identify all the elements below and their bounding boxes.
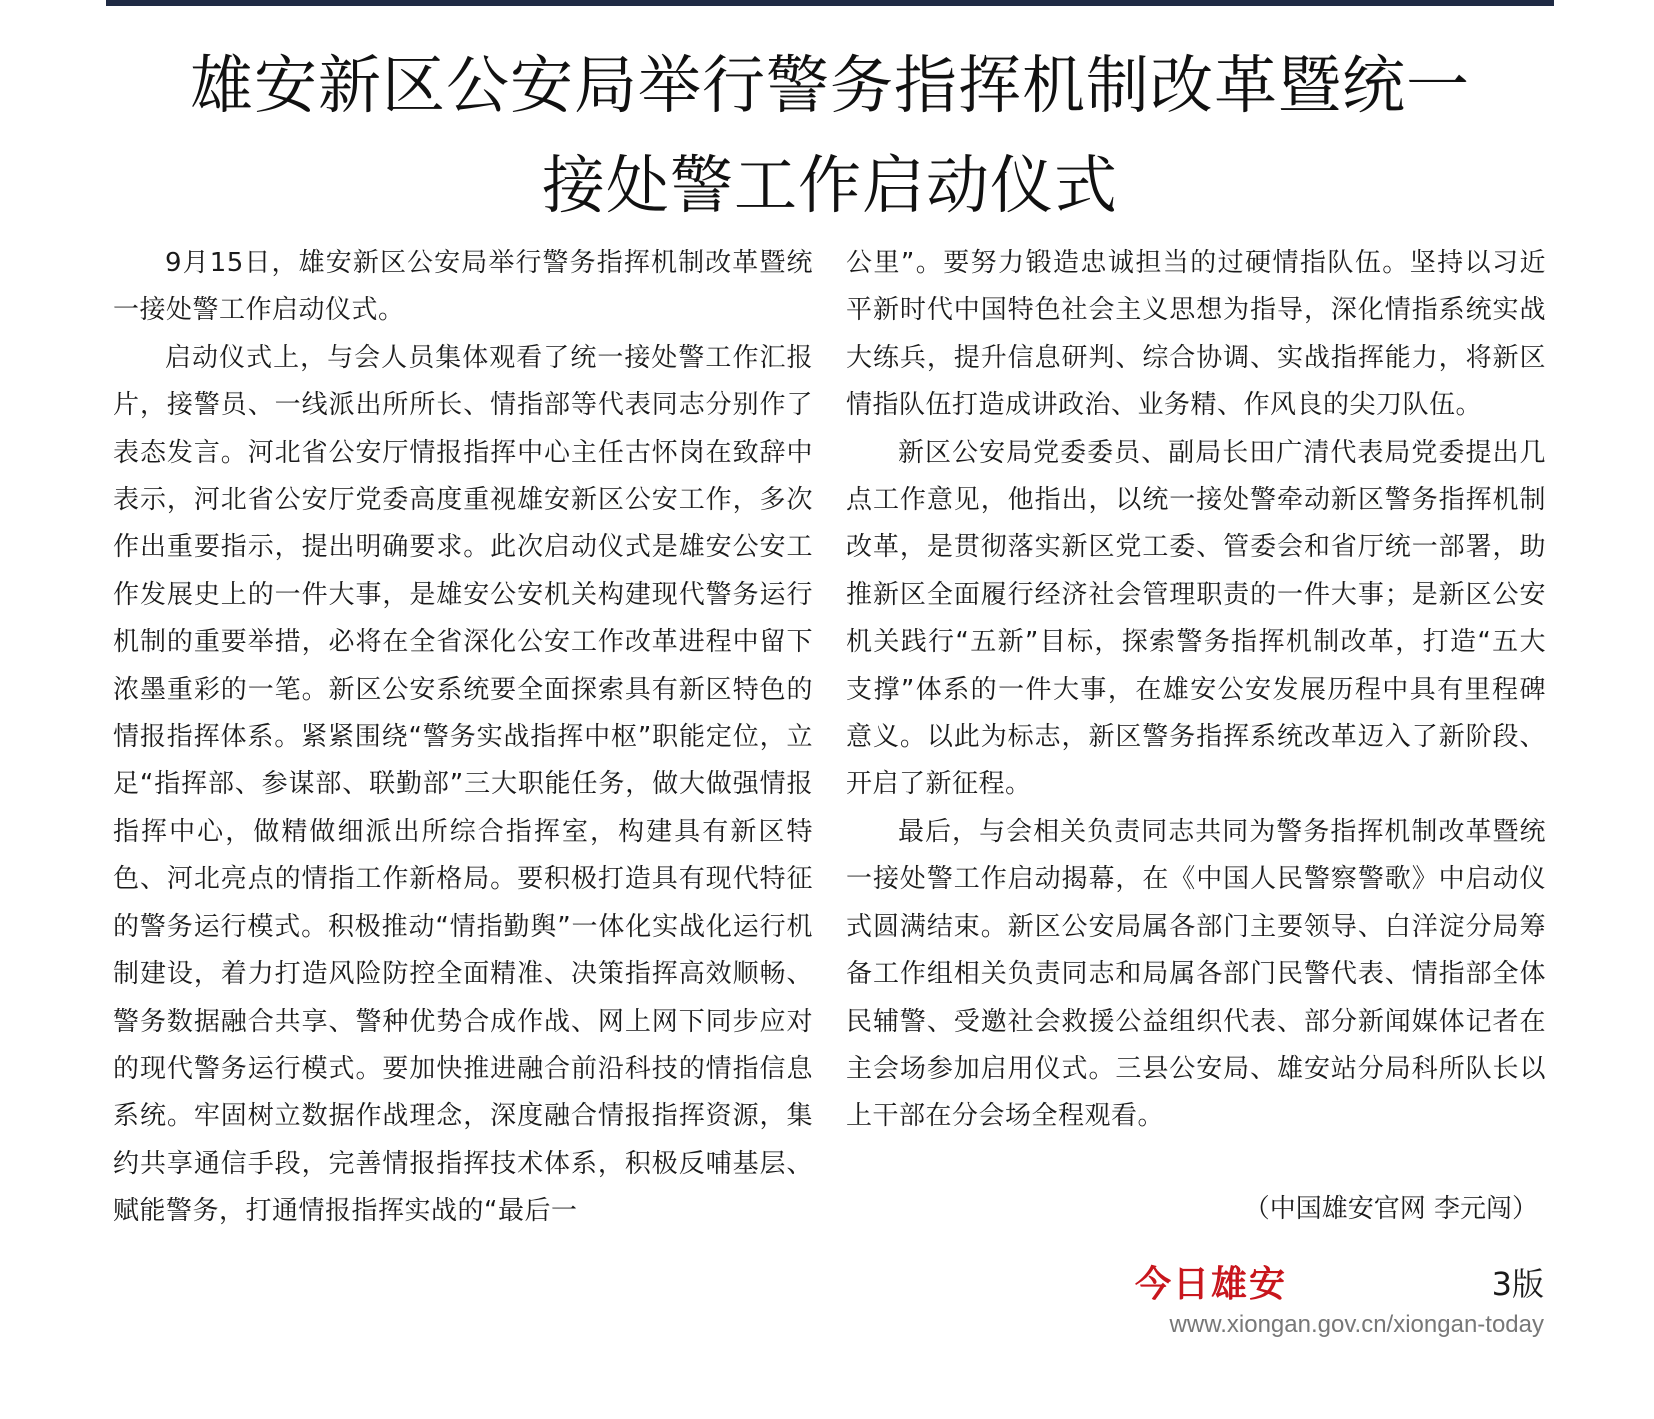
headline-line-1: 雄安新区公安局举行警务指挥机制改革暨统一 — [190, 49, 1470, 122]
paragraph: 新区公安局党委委员、副局长田广清代表局党委提出几点工作意见，他指出，以统一接处警牵动新区警务指挥机制改革，是贯彻落实新区党工委、管委会和省厅统一部署，助推新区全面履行经济社会管理职责的一件大事；是新区公安机关践行“五新”目标，探索警务指挥机制改革，打造“五大支撑”体系的一件大事，在雄安公安发展历程中具有里程碑意义。以此为标志，新区警务指挥系统改革迈入了新阶段、开启了新征程。 — [846, 437, 1546, 800]
paragraph: 最后，与会相关负责同志共同为警务指挥机制改革暨统一接处警工作启动揭幕，在《中国人民警察警歌》中启动仪式圆满结束。新区公安局属各部门主要领导、白洋淀分局筹备工作组相关负责同志和局属各部门民警代表、情指部全体民辅警、受邀社会救援公益组织代表、部分新闻媒体记者在主会场参加启用仪式。三县公安局、雄安站分局科所队长以上干部在分会场全程观看。 — [846, 816, 1546, 1132]
footer-url: www.xiongan.gov.cn/xiongan-today — [1169, 1311, 1544, 1338]
article-byline: （中国雄安官网 李元闯） — [1243, 1194, 1538, 1224]
article-headline — [106, 36, 1554, 236]
publication-logo: 今日雄安 — [1135, 1263, 1288, 1305]
article-column-left — [113, 240, 813, 1236]
page-number: 3版 — [1491, 1265, 1544, 1303]
paragraph: 启动仪式上，与会人员集体观看了统一接处警工作汇报片，接警员、一线派出所所长、情指部等代表同志分别作了表态发言。河北省公安厅情报指挥中心主任古怀岗在致辞中表示，河北省公安厅党委高度重视雄安新区公安工作，多次作出重要指示，提出明确要求。此次启动仪式是雄安公安工作发展史上的一件大事，是雄安公安机关构建现代警务运行机制的重要举措，必将在全省深化公安工作改革进程中留下浓墨重彩的一笔。新区公安系统要全面探索具有新区特色的情报指挥体系。紧紧围绕“警务实战指挥中枢”职能定位，立足“指挥部、参谋部、联勤部”三大职能任务，做大做强情报指挥中心，做精做细派出所综合指挥室，构建具有新区特色、河北亮点的情指工作新格局。要积极打造具有现代特征的警务运行模式。积极推动“情指勤舆”一体化实战化运行机制建设，着力打造风险防控全面精准、决策指挥高效顺畅、警务数据融合共享、警种优势合成作战、网上网下同步应对的现代警务运行模式。要加快推进融合前沿科技的情指信息系统。牢固树立数据作战理念，深度融合情报指挥资源，集约共享通信手段，完善情报指挥技术体系，积极反哺基层、赋能警务，打通情报指挥实战的“最后一 — [113, 342, 813, 1227]
paragraph: 9月15日，雄安新区公安局举行警务指挥机制改革暨统一接处警工作启动仪式。 — [113, 248, 813, 326]
headline-line-2: 接处警工作启动仪式 — [542, 149, 1118, 222]
top-rule — [106, 0, 1554, 6]
paragraph: 公里”。要努力锻造忠诚担当的过硬情指队伍。坚持以习近平新时代中国特色社会主义思想为指导，深化情指系统实战大练兵，提升信息研判、综合协调、实战指挥能力，将新区情指队伍打造成讲政治、业务精、作风良的尖刀队伍。 — [846, 248, 1546, 421]
article-column-right — [846, 240, 1546, 1141]
